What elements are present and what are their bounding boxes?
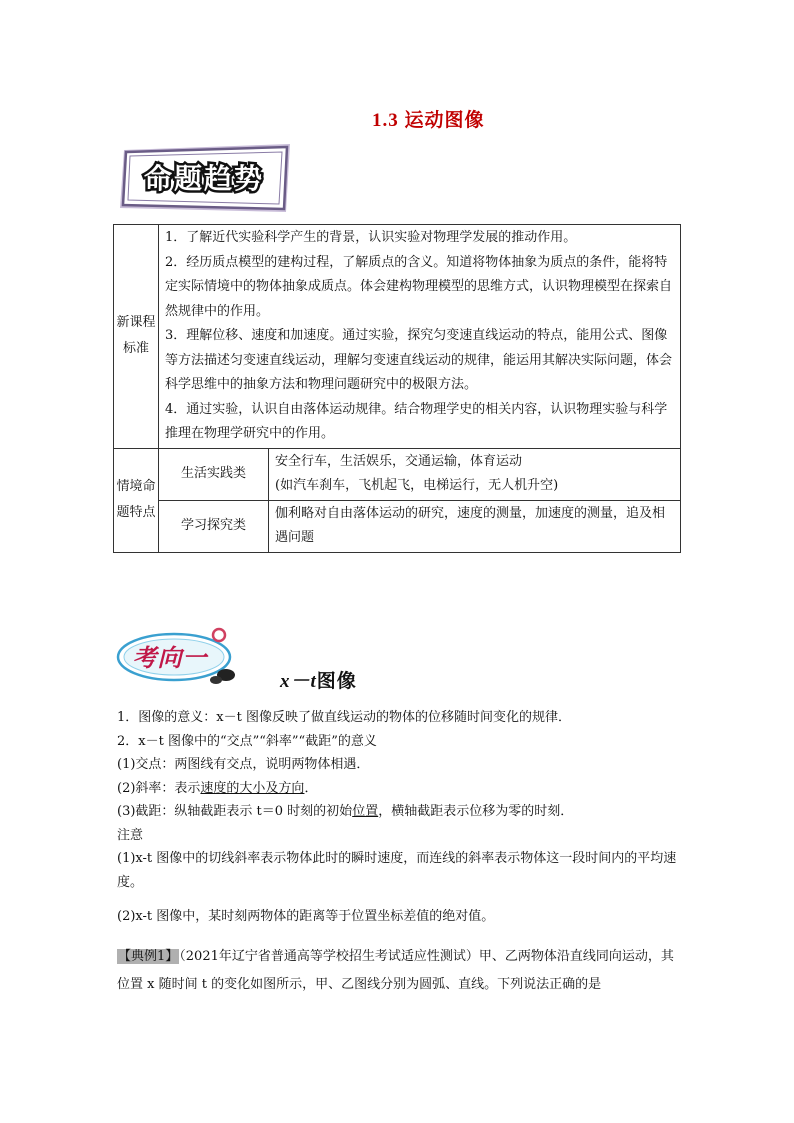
- direction-one-badge: [116, 625, 246, 687]
- standard-item: 2．经历质点模型的建构过程，了解质点的含义。知道将物体抽象为质点的条件，能将特定实际情境中的物体抽象成质点。体会建构物理模型的思维方式，认识物理模型在探索自然规律中的作用。: [165, 254, 673, 319]
- text-span: (2)斜率：表示: [117, 780, 201, 796]
- text-span: ，横轴截距表示位移为零的时刻．: [378, 804, 574, 819]
- banner-text: 命题趋势: [143, 162, 265, 195]
- page-title: 1.3 运动图像: [372, 110, 485, 131]
- text-span: ．: [304, 780, 318, 796]
- badge-text: 考向一: [132, 643, 208, 672]
- curriculum-standard-table: [113, 224, 681, 553]
- standard-item: 3．理解位移、速度和加速度。通过实验，探究匀变速直线运动的特点，能用公式、图像等方法描述匀变速直线运动，理解匀变速直线运动的规律，能运用其解决实际问题，体会科学思维中的抽象方法和物理问题研究中的极限方法。: [165, 328, 673, 392]
- standard-label: 新课程标准: [114, 225, 159, 449]
- example-one: [117, 943, 679, 999]
- section-heading: [280, 666, 357, 693]
- point-slope: [117, 777, 679, 801]
- point-intercept: [117, 800, 679, 824]
- note-one: (1)x-t 图像中的切线斜率表示物体此时的瞬时速度，而连线的斜率表示物体这一段时间内的平均速度。: [117, 851, 677, 890]
- point-significance: 2．x－t 图像中的“交点”“斜率”“截距”的意义: [117, 733, 377, 749]
- situation-line: 安全行车，生活娱乐，交通运输，体育运动: [275, 453, 523, 469]
- example-tag: 【典例1】: [118, 949, 179, 964]
- standard-item: 1．了解近代实验科学产生的背景，认识实验对物理学发展的推动作用。: [165, 230, 577, 245]
- situation-line: (如汽车刹车，飞机起飞，电梯运行，无人机升空): [275, 478, 559, 493]
- situation-category: 学习探究类: [159, 500, 269, 552]
- topic-trend-banner: [118, 142, 298, 216]
- standard-items: [159, 225, 681, 449]
- situation-category: 生活实践类: [159, 448, 269, 500]
- section-content: [117, 706, 679, 999]
- situation-label: 情境命题特点: [114, 448, 159, 552]
- point-intersection: (1)交点：两图线有交点，说明两物体相遇．: [117, 757, 370, 772]
- text-span: (3)截距：纵轴截距表示 t＝0 时刻的初始: [117, 804, 353, 819]
- situation-description: 伽利略对自由落体运动的研究，速度的测量，加速度的测量，追及相遇问题: [269, 500, 681, 552]
- situation-description: [269, 448, 681, 500]
- note-label: 注意: [117, 827, 144, 843]
- heading-text: 图像: [316, 670, 357, 692]
- heading-variable: x－t: [280, 671, 317, 692]
- underlined-text: 速度的大小及方向: [200, 780, 305, 796]
- underlined-text: 位置: [352, 804, 379, 819]
- standard-item: 4．通过实验，认识自由落体运动规律。结合物理学史的相关内容，认识物理实验与科学推理在物理学研究中的作用。: [165, 401, 668, 441]
- point-meaning: 1．图像的意义：x－t 图像反映了做直线运动的物体的位移随时间变化的规律．: [117, 710, 571, 725]
- example-text: （2021年辽宁省普通高等学校招生考试适应性测试）甲、乙两物体沿直线同向运动，其位置 x 随时间 t 的变化如图所示，甲、乙图线分别为圆弧、直线。下列说法正确的是: [117, 949, 674, 992]
- note-two: (2)x-t 图像中，某时刻两物体的距离等于位置坐标差值的绝对值。: [117, 909, 495, 924]
